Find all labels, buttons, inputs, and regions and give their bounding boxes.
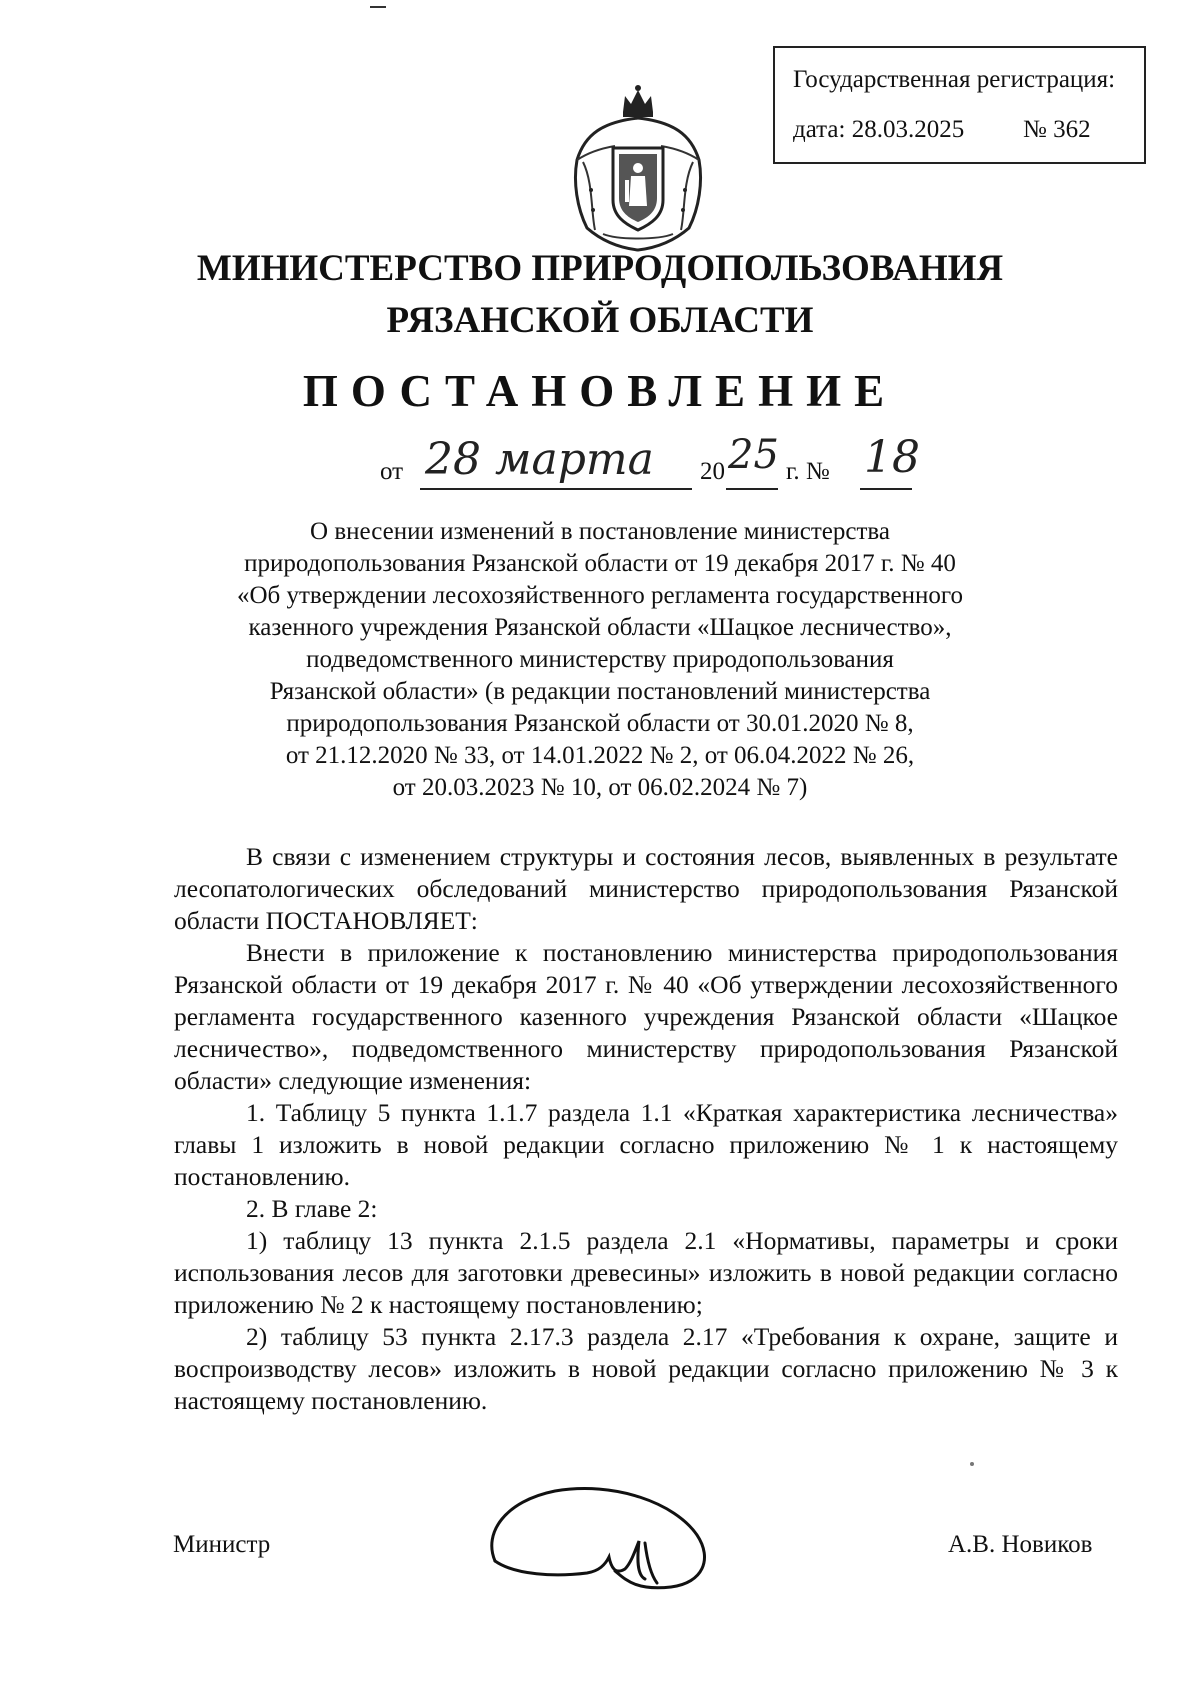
subject-line: подведомственного министерству природопользования [306,646,894,673]
subject-line: от 21.12.2020 № 33, от 14.01.2022 № 2, от 06.04.2022 № 26, [285,742,915,769]
coat-of-arms-icon [563,82,713,252]
subject-line: казенного учреждения Рязанской области «Шацкое лесничество», [248,614,952,641]
subject-line: от 20.03.2023 № 10, от 06.02.2024 № 7) [392,774,808,801]
amendment-intro-paragraph: Внести в приложение к постановлению министерства природопользования Рязанской области от 19 декабря 2017 г. № 40 «Об утверждении лесохозяйственного регламента государственного казенного учреждения Рязанской области «Шацкое лесничество», подведомственного министерству природопользования Рязанской области» следующие изменения: [174,938,1118,1095]
ministry-title-line2: РЯЗАНСКОЙ ОБЛАСТИ [386,300,814,341]
registration-title: Государственная регистрация: [793,66,1116,93]
subject-line: О внесении изменений в постановление министерства [310,518,890,545]
document-type-heading: ПОСТАНОВЛЕНИЕ [302,366,898,416]
registration-number: № 362 [1023,116,1091,143]
ministry-title-line1: МИНИСТЕРСТВО ПРИРОДОПОЛЬЗОВАНИЯ [196,248,1004,289]
handwritten-day-month: 28 марта [425,434,654,485]
decree-subject [200,516,1000,804]
scan-speck [970,1462,974,1466]
signer-role: Министр [173,1531,271,1558]
registration-date: дата: 28.03.2025 [793,116,965,143]
subject-line: природопользования Рязанской области от 30.01.2020 № 8, [286,710,914,737]
preamble-paragraph: В связи с изменением структуры и состояния лесов, выявленных в результате лесопатологических обследований министерство природопользования Рязанской области ПОСТАНОВЛЯЕТ: [174,842,1118,935]
decree-date-number-line [380,432,940,500]
signer-name: А.В. Новиков [948,1531,1093,1558]
year-number-label: г. № [786,458,830,485]
amendment-item-2-2: 2) таблицу 53 пункта 2.17.3 раздела 2.17 «Требования к охране, защите и воспроизводству лесов» изложить в новой редакции согласно приложению № 3 к настоящему постановлению. [174,1322,1118,1415]
handwritten-year: 25 [728,432,779,478]
decree-body [174,841,1118,1417]
amendment-item-2-heading: 2. В главе 2: [246,1194,378,1223]
from-label: от [380,458,404,485]
handwritten-decree-number: 18 [864,432,920,483]
registration-stamp [773,46,1146,164]
year-prefix: 20 [700,458,725,485]
amendment-item-1: 1. Таблицу 5 пункта 1.1.7 раздела 1.1 «Краткая характеристика лесничества» главы 1 изложить в новой редакции согласно приложению № 1 к настоящему постановлению. [174,1098,1118,1191]
subject-line: Рязанской области» (в редакции постановлений министерства [269,678,931,705]
handwritten-signature-icon [475,1483,725,1598]
subject-line: природопользования Рязанской области от 19 декабря 2017 г. № 40 [244,550,956,577]
amendment-item-2-1: 1) таблицу 13 пункта 2.1.5 раздела 2.1 «Нормативы, параметры и сроки использования лесов для заготовки древесины» изложить в новой редакции согласно приложению № 2 к настоящему постановлению; [174,1226,1118,1319]
subject-line: «Об утверждении лесохозяйственного регламента государственного [236,582,963,609]
scan-mark [370,6,386,8]
